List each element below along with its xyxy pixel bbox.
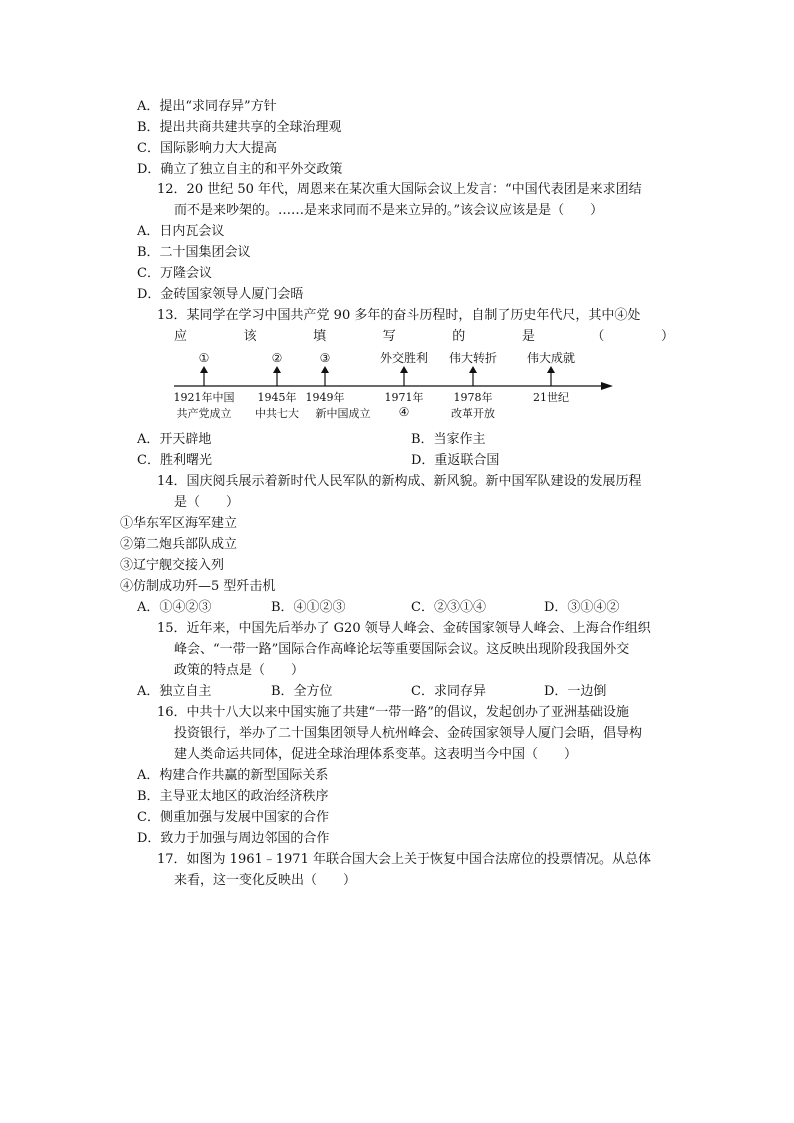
q11-option-c: C．国际影响力大大提高 xyxy=(137,141,277,156)
q16-option-c: C．侧重加强与发展中国家的合作 xyxy=(137,810,329,825)
q14-item-4: ④仿制成功歼—5 型歼击机 xyxy=(120,579,276,594)
q17-stem-line2: 来看，这一变化反映出（ ） xyxy=(174,873,357,888)
timeline-top-label: 外交胜利 xyxy=(379,351,429,365)
q14-stem-line2: 是（ ） xyxy=(174,495,240,510)
timeline-marker-2 xyxy=(273,366,281,386)
q17-stem-line1: 17．如图为 1961﹣1971 年联合国大会上关于恢复中国合法席位的投票情况。从总体 xyxy=(157,852,651,867)
q16-stem-line1: 16．中共十八大以来中国实施了共建“一带一路”的倡议，发起创办了亚洲基础设施 xyxy=(157,705,629,720)
q13-word: 写 xyxy=(382,329,396,344)
timeline-event: 改革开放 xyxy=(451,407,495,420)
q13-word: ） xyxy=(660,329,674,344)
q15-option-a: A．独立自主 xyxy=(137,684,212,699)
q14-option-b: B．④①②③ xyxy=(271,600,346,615)
q12-option-b: B．二十国集团会议 xyxy=(137,245,251,260)
q14-item-2: ②第二炮兵部队成立 xyxy=(120,537,238,552)
timeline-year: 1978年 xyxy=(453,391,493,404)
q16-option-a: A．构建合作共赢的新型国际关系 xyxy=(137,768,329,783)
q15-option-d: D．一边倒 xyxy=(544,684,607,699)
q11-option-d: D．确立了独立自主的和平外交政策 xyxy=(137,162,343,177)
q12-option-d: D．金砖国家领导人厦门会晤 xyxy=(137,287,304,302)
q14-option-d: D．③①④② xyxy=(544,600,620,615)
timeline-marker-5 xyxy=(469,366,477,386)
timeline-year: 21世纪 xyxy=(533,391,569,404)
q12-option-a: A．日内瓦会议 xyxy=(137,224,225,239)
timeline-top-label: ② xyxy=(271,351,283,365)
timeline-event: ④ xyxy=(398,405,410,419)
q14-item-3: ③辽宁舰交接入列 xyxy=(120,558,225,573)
q15-stem-line2: 峰会、“一带一路”国际合作高峰论坛等重要国际会议。这反映出现阶段我国外交 xyxy=(174,642,630,657)
q13-word: 该 xyxy=(243,329,257,344)
q13-word: （ xyxy=(591,329,605,344)
q14-item-1: ①华东军区海军建立 xyxy=(120,516,238,531)
timeline-arrowhead xyxy=(601,382,613,390)
q13-option-b: B．当家作主 xyxy=(411,432,486,447)
timeline-top-label: 伟大成就 xyxy=(526,351,576,365)
q13-stem-line1: 13．某同学在学习中国共产党 90 多年的奋斗历程时，自制了历史年代尺，其中④处 xyxy=(157,308,641,323)
q13-word: 应 xyxy=(174,329,188,344)
q13-option-d: D．重返联合国 xyxy=(411,453,500,468)
q16-stem-line2: 投资银行，举办了二十国集团领导人杭州峰会、金砖国家领导人厦门会晤，倡导构 xyxy=(174,726,643,741)
q11-option-b: B．提出共商共建共享的全球治理观 xyxy=(137,120,342,135)
timeline-marker-3 xyxy=(321,366,329,386)
q14-option-c: C．②③①④ xyxy=(411,600,486,615)
q12-stem-line1: 12．20 世纪 50 年代，周恩来在某次重大国际会议上发言：“中国代表团是来求团结 xyxy=(157,182,642,197)
q14-option-a: A．①④②③ xyxy=(137,600,212,615)
timeline-top-label: ① xyxy=(198,351,210,365)
q13-word: 填 xyxy=(313,329,327,344)
q13-stem-line2 xyxy=(174,327,674,347)
timeline-event: 中共七大 xyxy=(255,407,299,420)
timeline-marker-6 xyxy=(547,366,555,386)
q13-option-a: A．开天辟地 xyxy=(137,432,212,447)
q16-option-b: B．主导亚太地区的政治经济秩序 xyxy=(137,789,329,804)
q11-option-a: A．提出“求同存异”方针 xyxy=(137,99,277,114)
q13-word: 的 xyxy=(452,329,466,344)
timeline-top-label: ③ xyxy=(319,351,331,365)
q13-option-c: C．胜利曙光 xyxy=(137,453,212,468)
timeline-year: 1949年 xyxy=(305,391,345,404)
q15-option-b: B．全方位 xyxy=(271,684,333,699)
history-timeline xyxy=(168,346,618,426)
q15-stem-line1: 15．近年来，中国先后举办了 G20 领导人峰会、金砖国家领导人峰会、上海合作组织 xyxy=(157,621,651,636)
q14-stem-line1: 14．国庆阅兵展示着新时代人民军队的新构成、新风貌。新中国军队建设的发展历程 xyxy=(157,474,642,489)
timeline-year: 1921年中国 xyxy=(173,391,235,404)
q15-stem-line3: 政策的特点是（ ） xyxy=(174,663,305,678)
timeline-year: 1945年 xyxy=(257,391,297,404)
timeline-marker-1 xyxy=(200,366,208,386)
timeline-top-label: 伟大转折 xyxy=(448,351,498,365)
q15-option-c: C．求同存异 xyxy=(411,684,486,699)
q12-option-c: C．万隆会议 xyxy=(137,266,212,281)
q16-option-d: D．致力于加强与周边邻国的合作 xyxy=(137,831,330,846)
timeline-event: 共产党成立 xyxy=(176,407,232,420)
q13-word: 是 xyxy=(521,329,535,344)
timeline-event: 新中国成立 xyxy=(315,407,371,420)
q12-stem-line2: 而不是来吵架的。……是来求同而不是来立异的。”该会议应该是是（ ） xyxy=(174,203,604,218)
timeline-marker-4 xyxy=(400,366,408,386)
q16-stem-line3: 建人类命运共同体，促进全球治理体系变革。这表明当今中国（ ） xyxy=(174,747,578,762)
timeline-year: 1971年 xyxy=(384,391,424,404)
